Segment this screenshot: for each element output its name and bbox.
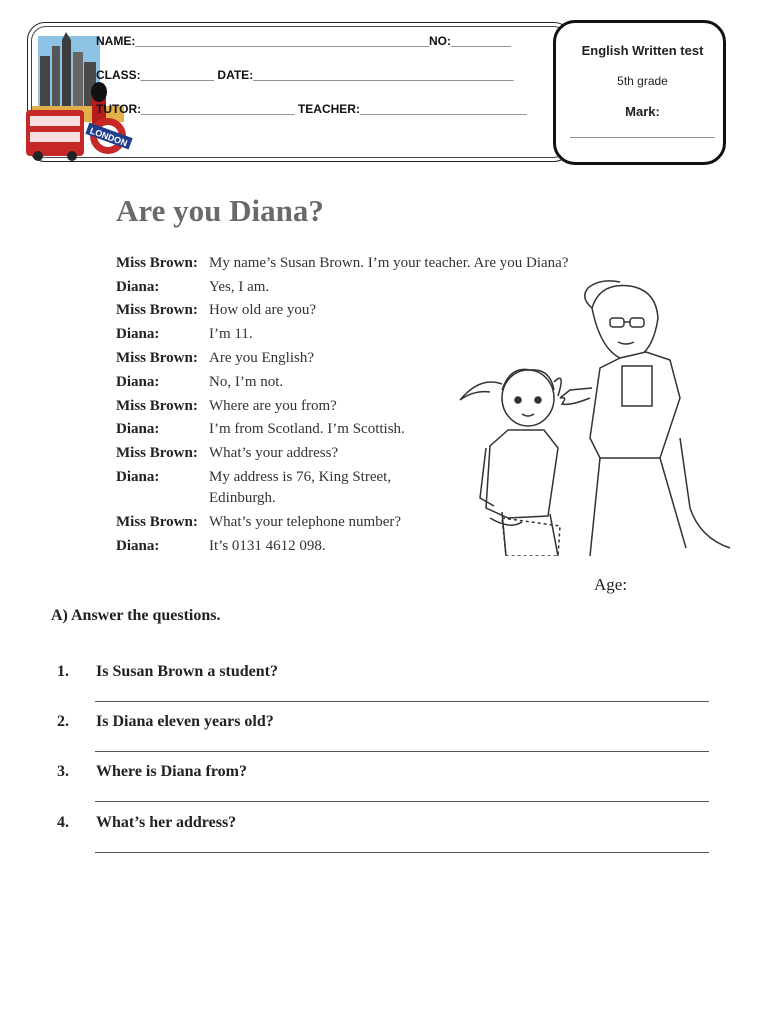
question-text: Where is Diana from? — [96, 763, 247, 780]
question-number: 4. — [57, 814, 69, 831]
answer-line[interactable] — [95, 701, 709, 702]
dialogue-text: What’s your telephone number? — [209, 514, 402, 530]
age-label: Age: — [594, 575, 628, 594]
speaker-label: Miss Brown: — [116, 514, 198, 530]
dialogue-text: Yes, I am. — [209, 279, 270, 295]
dialogue-text: How old are you? — [209, 302, 317, 318]
teacher-and-girl-illustration — [450, 278, 740, 556]
dialogue-text: My name’s Susan Brown. I’m your teacher. Are you Diana? — [209, 255, 569, 271]
london-logo-image — [26, 32, 134, 162]
speaker-label: Diana: — [116, 279, 160, 295]
question-text: What’s her address? — [96, 814, 237, 831]
dialogue-text: What’s your address? — [209, 445, 339, 461]
page-title: Are you Diana? — [116, 193, 324, 228]
speaker-label: Diana: — [116, 374, 160, 390]
answer-line[interactable] — [95, 852, 709, 853]
mark-answer-line[interactable]: ____________________ — [570, 124, 715, 139]
grade-label: 5th grade — [617, 74, 668, 88]
speaker-label: Diana: — [116, 421, 160, 437]
speaker-label: Miss Brown: — [116, 255, 198, 271]
dialogue-text-continued: Edinburgh. — [209, 490, 276, 506]
question-number: 1. — [57, 663, 69, 680]
class-date-field-line[interactable]: CLASS:___________ DATE:_______________________________________ — [96, 68, 514, 82]
tutor-teacher-field-line[interactable]: TUTOR:_______________________ TEACHER:_________________________ — [96, 102, 527, 116]
dialogue-text: My address is 76, King Street, — [209, 469, 392, 485]
teacher-figure — [560, 281, 730, 556]
test-title: English Written test — [581, 43, 704, 58]
dialogue-text: It’s 0131 4612 098. — [209, 538, 326, 554]
question-number: 2. — [57, 713, 69, 730]
speaker-label: Diana: — [116, 469, 160, 485]
question-text: Is Diana eleven years old? — [96, 713, 274, 730]
name-field-line[interactable]: NAME:____________________________________________NO:_________ — [96, 34, 512, 48]
speaker-label: Miss Brown: — [116, 398, 198, 414]
speaker-label: Diana: — [116, 326, 160, 342]
question-text: Is Susan Brown a student? — [96, 663, 278, 680]
dialogue-text: I’m from Scotland. I’m Scottish. — [209, 421, 405, 437]
section-a-heading: A) Answer the questions. — [51, 607, 221, 624]
speaker-label: Miss Brown: — [116, 445, 198, 461]
london-logo-text: LONDON — [88, 125, 129, 149]
answer-line[interactable] — [95, 751, 709, 752]
speaker-label: Miss Brown: — [116, 302, 198, 318]
dialogue-text: I’m 11. — [209, 326, 253, 342]
dialogue-text: Where are you from? — [209, 398, 337, 414]
question-number: 3. — [57, 763, 69, 780]
speaker-label: Diana: — [116, 538, 160, 554]
mark-label: Mark: — [625, 104, 660, 119]
speaker-label: Miss Brown: — [116, 350, 198, 366]
dialogue-text: Are you English? — [209, 350, 314, 366]
dialogue-text: No, I’m not. — [209, 374, 284, 390]
answer-line[interactable] — [95, 801, 709, 802]
girl-figure — [460, 369, 561, 556]
mark-box — [553, 20, 726, 165]
